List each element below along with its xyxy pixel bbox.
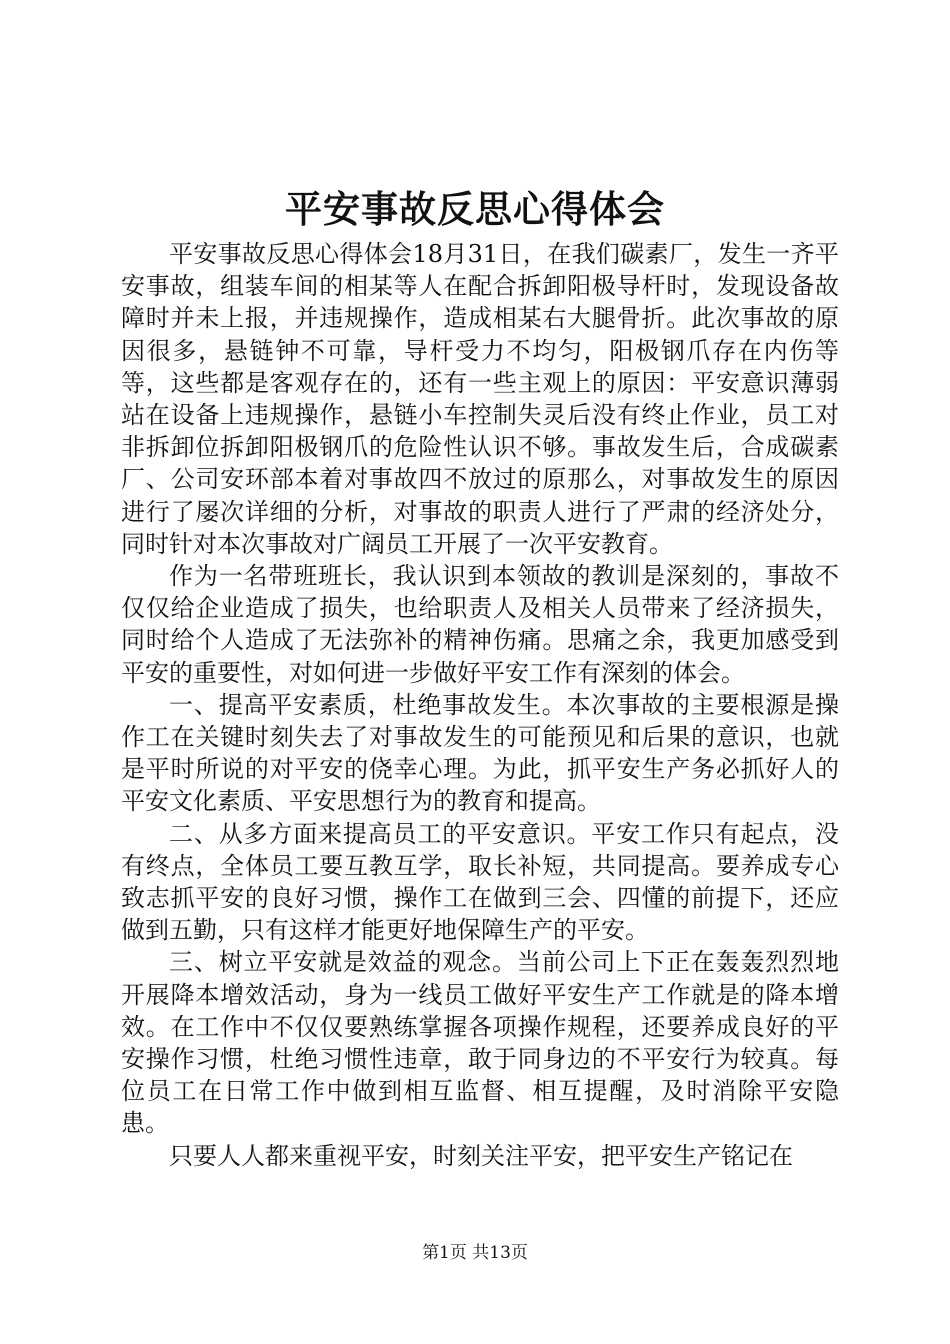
paragraph: 二、从多方面来提高员工的平安意识。平安工作只有起点，没有终点，全体员工要互教互学，取长补短，共同提高。要养成专心致志抓平安的良好习惯，操作工在做到三会、四懂的前提下，还应做到五勤，只有这样才能更好地保障生产的平安。 bbox=[121, 819, 839, 945]
document-title: 平安事故反思心得体会 bbox=[285, 187, 665, 231]
document-body bbox=[121, 238, 839, 1172]
paragraph: 平安事故反思心得体会18月31日，在我们碳素厂，发生一齐平安事故，组装车间的相某等人在配合拆卸阳极导杆时，发现设备故障时并未上报，并违规操作，造成相某右大腿骨折。此次事故的原因很多，悬链钟不可靠，导杆受力不均匀，阳极钢爪存在内伤等等，这些都是客观存在的，还有一些主观上的原因：平安意识薄弱站在设备上违规操作，悬链小车控制失灵后没有终止作业，员工对非拆卸位拆卸阳极钢爪的危险性认识不够。事故发生后，合成碳素厂、公司安环部本着对事故四不放过的原那么，对事故发生的原因进行了屡次详细的分析，对事故的职责人进行了严肃的经济处分，同时针对本次事故对广阔员工开展了一次平安教育。 bbox=[121, 240, 839, 558]
paragraph: 作为一名带班班长，我认识到本领故的教训是深刻的，事故不仅仅给企业造成了损失，也给职责人及相关人员带来了经济损失，同时给个人造成了无法弥补的精神伤痛。思痛之余，我更加感受到平安的重要性，对如何进一步做好平安工作有深刻的体会。 bbox=[121, 562, 839, 687]
page-number-footer: 第1页 共13页 bbox=[422, 1243, 528, 1263]
paragraph: 只要人人都来重视平安，时刻关注平安，把平安生产铭记在 bbox=[169, 1141, 793, 1170]
paragraph: 一、提高平安素质，杜绝事故发生。本次事故的主要根源是操作工在关键时刻失去了对事故发生的可能预见和后果的意识，也就是平时所说的对平安的侥幸心理。为此，抓平安生产务必抓好人的平安文化素质、平安思想行为的教育和提高。 bbox=[121, 690, 839, 816]
paragraph: 三、树立平安就是效益的观念。当前公司上下正在轰轰烈烈地开展降本增效活动，身为一线员工做好平安生产工作就是的降本增效。在工作中不仅仅要熟练掌握各项操作规程，还要养成良好的平安操作习惯，杜绝习惯性违章，敢于同身边的不平安行为较真。每位员工在日常工作中做到相互监督、相互提醒，及时消除平安隐患。 bbox=[121, 948, 839, 1138]
